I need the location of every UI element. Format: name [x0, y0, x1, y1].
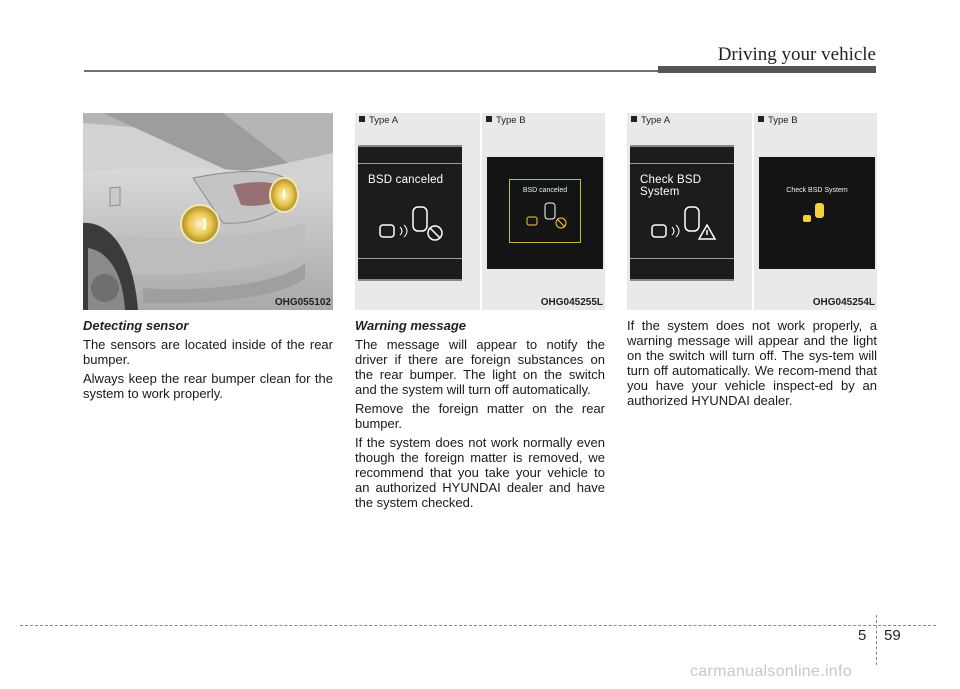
- car-rear-illustration: [83, 113, 333, 310]
- page-number: 59: [884, 627, 901, 644]
- section-heading: Detecting sensor: [83, 318, 189, 333]
- cluster-display-type-b: [759, 157, 875, 269]
- watermark: carmanualsonline.info: [690, 663, 852, 680]
- sensor-left-highlight: [181, 205, 219, 243]
- figure-code: OHG055102: [274, 297, 331, 308]
- paragraph: If the system does not work properly, a warning message will appear and the light on the switch will turn off. The sys-tem will turn off automatically. We recom-mend that you have your vehicle inspect-ed by an authorized HYUNDAI dealer.: [627, 318, 877, 408]
- paragraph: Remove the foreign matter on the rear bumper.: [355, 401, 605, 431]
- type-b-label: Type B: [758, 115, 798, 126]
- cluster-display-type-a: [630, 145, 734, 281]
- header-title: Driving your vehicle: [717, 44, 876, 65]
- bsd-cancel-icon: [487, 201, 603, 251]
- section-heading: Warning message: [355, 318, 467, 333]
- square-bullet-icon: [359, 116, 365, 122]
- sensor-figure: [83, 113, 333, 310]
- display-message: Check BSD System: [640, 174, 702, 198]
- cluster-display-type-a: [358, 145, 462, 281]
- figure-code: OHG045255L: [540, 297, 603, 308]
- check-system-figure: [627, 113, 877, 310]
- type-a-label: Type A: [359, 115, 398, 126]
- square-bullet-icon: [758, 116, 764, 122]
- bsd-cancel-icon: [358, 199, 462, 259]
- warning-figure: [355, 113, 605, 310]
- display-message: BSD canceled: [522, 187, 568, 194]
- paragraph: The sensors are located inside of the rear bumper.: [83, 337, 333, 367]
- paragraph: The message will appear to notify the driver if there are foreign substances on the rear bumper. The light on the switch and the system will turn off automatically.: [355, 337, 605, 397]
- type-b-label: Type B: [486, 115, 526, 126]
- footer-divider: [876, 615, 877, 665]
- bsd-warning-icon: [630, 199, 734, 259]
- column-detecting-sensor: [83, 113, 333, 401]
- display-message: Check BSD System: [786, 187, 848, 194]
- paragraph: If the system does not work normally even though the foreign matter is removed, we recommend that you take your vehicle to an authorized HYUNDAI dealer and have the system checked.: [355, 435, 605, 510]
- bsd-warning-icon: [759, 201, 875, 251]
- column-check-system: [627, 113, 877, 408]
- type-a-label: Type A: [631, 115, 670, 126]
- paragraph: Always keep the rear bumper clean for the system to work properly.: [83, 371, 333, 401]
- column-warning-message: [355, 113, 605, 510]
- figure-divider: [480, 113, 482, 310]
- square-bullet-icon: [631, 116, 637, 122]
- header-rule: [84, 70, 744, 72]
- page-section-number: 5: [858, 627, 867, 644]
- figure-divider: [752, 113, 754, 310]
- display-message: BSD canceled: [368, 174, 444, 186]
- square-bullet-icon: [486, 116, 492, 122]
- figure-code: OHG045254L: [812, 297, 875, 308]
- cluster-display-type-b: [487, 157, 603, 269]
- header-rule-accent: [658, 66, 876, 73]
- footer-rule: [20, 625, 936, 626]
